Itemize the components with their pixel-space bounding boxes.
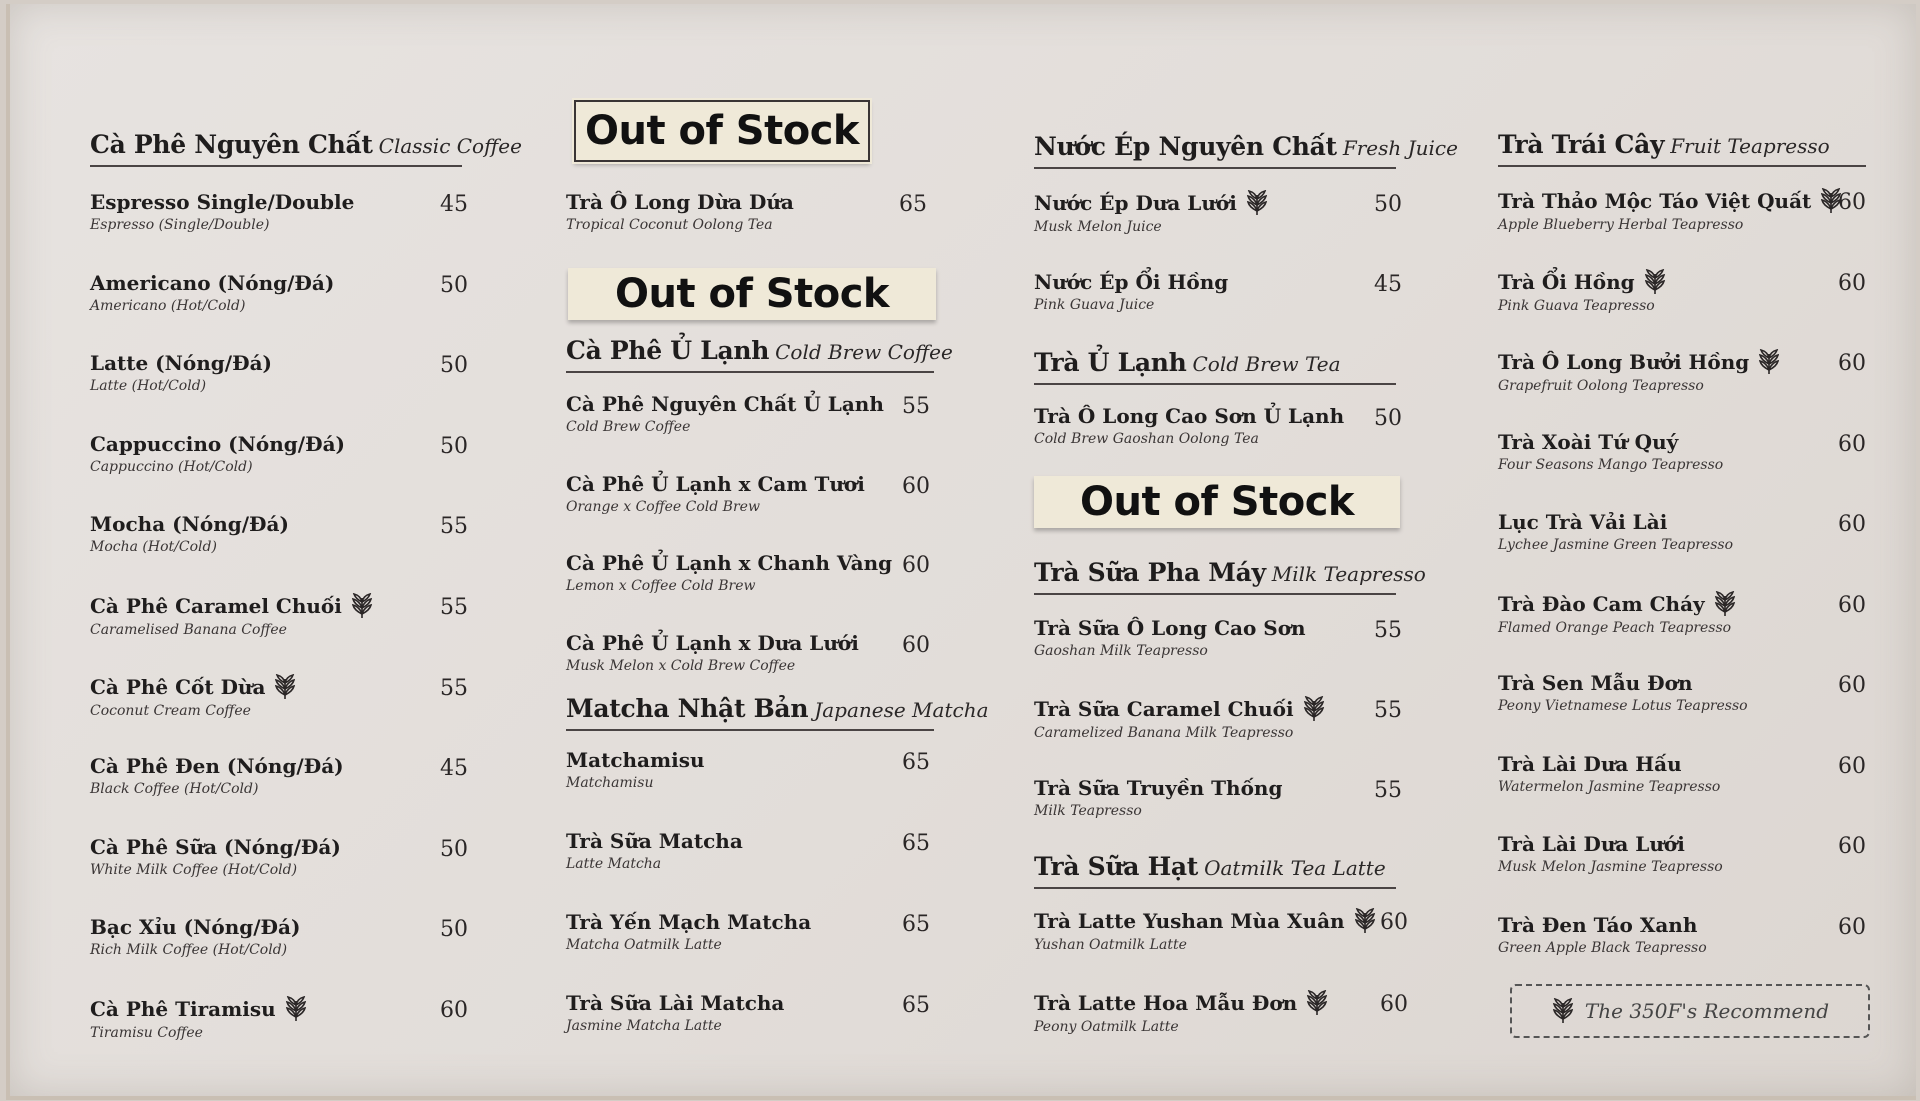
item-name-text: Nước Ép Dưa Lưới — [1034, 191, 1237, 215]
item-price: 60 — [1838, 351, 1866, 376]
item-price: 60 — [1838, 834, 1866, 859]
item-name-text: Mocha (Nóng/Đá) — [90, 512, 289, 537]
item-name — [566, 631, 942, 655]
item-price: 60 — [1838, 592, 1866, 618]
item-subtitle: White Milk Coffee (Hot/Cold) — [90, 861, 298, 878]
item-subtitle: Cappuccino (Hot/Cold) — [90, 458, 253, 475]
section-title-en: Fruit Teapresso — [1670, 134, 1830, 158]
item-name-text: Trà Đào Cam Cháy — [1498, 591, 1705, 616]
menu-item — [1034, 190, 1414, 235]
item-subtitle: Orange x Coffee Cold Brew — [566, 498, 760, 515]
menu-item — [1034, 776, 1414, 819]
item-subtitle: Matchamisu — [566, 775, 654, 791]
item-price: 45 — [440, 192, 468, 217]
leaf-icon — [1353, 908, 1377, 934]
item-name — [1498, 832, 1878, 856]
item-subtitle: Grapefruit Oolong Teapresso — [1498, 378, 1704, 394]
item-name-text: Cà Phê Sữa (Nóng/Đá) — [90, 834, 341, 859]
item-price: 55 — [1374, 778, 1402, 803]
item-price: 60 — [1838, 270, 1866, 296]
item-subtitle: Black Coffee (Hot/Cold) — [90, 781, 259, 798]
item-price: 65 — [902, 993, 930, 1018]
item-subtitle: Cold Brew Gaoshan Oolong Tea — [1034, 431, 1259, 447]
item-name — [566, 190, 936, 214]
item-name — [1498, 510, 1878, 534]
leaf-icon — [1713, 591, 1737, 617]
item-price: 50 — [440, 917, 468, 943]
item-name-text: Trà Đen Táo Xanh — [1498, 912, 1698, 937]
item-name — [90, 835, 480, 859]
item-name — [566, 472, 942, 496]
menu-board — [6, 4, 1916, 1100]
menu-item — [1034, 270, 1414, 313]
item-subtitle: Gaoshan Milk Teapresso — [1034, 643, 1208, 659]
item-price: 60 — [1838, 914, 1866, 940]
item-subtitle: Musk Melon x Cold Brew Coffee — [566, 657, 796, 674]
item-name-text: Trà Ổi Hồng — [1498, 269, 1635, 294]
item-subtitle: Musk Melon Juice — [1034, 219, 1162, 235]
item-name-text: Trà Sữa Ô Long Cao Sơn — [1034, 616, 1306, 640]
item-subtitle: Flamed Orange Peach Teapresso — [1498, 619, 1732, 636]
item-name — [90, 754, 480, 778]
item-name — [90, 593, 480, 619]
item-name-text: Trà Ô Long Dừa Dứa — [566, 190, 794, 214]
item-name-text: Trà Yến Mạch Matcha — [566, 910, 812, 934]
menu-item — [1034, 990, 1420, 1035]
item-subtitle: Peony Vietnamese Lotus Teapresso — [1498, 698, 1748, 714]
item-name — [1034, 616, 1414, 640]
section-title-vi: Cà Phê Ủ Lạnh — [566, 336, 770, 365]
item-name — [566, 551, 942, 575]
item-name — [566, 748, 942, 772]
item-price: 45 — [440, 756, 468, 782]
section-title-en: Oatmilk Tea Latte — [1204, 856, 1386, 880]
item-name — [1034, 190, 1414, 216]
section-title-en: Cold Brew Tea — [1192, 352, 1341, 376]
out-of-stock-banner-1: Out of Stock — [574, 100, 870, 162]
item-name-text: Americano (Nóng/Đá) — [90, 270, 335, 295]
menu-item — [90, 835, 480, 878]
section-header-cold-brew-tea — [1034, 348, 1396, 385]
item-price: 60 — [1838, 190, 1866, 215]
menu-item — [1034, 908, 1420, 953]
item-price: 45 — [1374, 272, 1402, 297]
item-name — [1498, 188, 1878, 214]
item-name-text: Trà Latte Yushan Mùa Xuân — [1034, 909, 1345, 933]
section-title-en: Japanese Matcha — [814, 698, 989, 722]
item-name-text: Trà Thảo Mộc Táo Việt Quất — [1498, 189, 1812, 213]
item-name-text: Cà Phê Ủ Lạnh x Dưa Lưới — [566, 630, 859, 655]
item-name — [90, 190, 480, 214]
menu-item — [1034, 696, 1414, 741]
menu-item — [1498, 752, 1878, 795]
section-header-milk-teapresso — [1034, 558, 1426, 595]
section-header-fresh-juice — [1034, 132, 1458, 169]
item-price: 55 — [1374, 698, 1402, 723]
item-subtitle: Matcha Oatmilk Latte — [566, 937, 722, 953]
section-title-vi: Nước Ép Nguyên Chất — [1034, 132, 1337, 161]
item-name — [566, 991, 942, 1015]
item-name — [90, 915, 480, 939]
item-name-text: Espresso Single/Double — [90, 190, 355, 214]
menu-item — [90, 915, 480, 958]
section-title-vi: Matcha Nhật Bản — [566, 694, 809, 723]
section-header-fruit-teapresso — [1498, 130, 1866, 167]
item-name-text: Trà Ô Long Bưởi Hồng — [1498, 350, 1750, 374]
leaf-icon — [284, 996, 308, 1022]
item-price: 65 — [902, 831, 930, 856]
item-name-text: Trà Xoài Tứ Quý — [1498, 429, 1679, 454]
menu-item — [1498, 832, 1878, 875]
menu-item — [566, 472, 942, 515]
menu-item — [1498, 913, 1878, 956]
item-price: 65 — [902, 912, 930, 937]
menu-item — [90, 512, 480, 555]
item-subtitle: Espresso (Single/Double) — [90, 217, 270, 233]
item-price: 50 — [440, 836, 468, 862]
item-subtitle: Green Apple Black Teapresso — [1498, 939, 1707, 956]
item-subtitle: Four Seasons Mango Teapresso — [1498, 456, 1724, 473]
item-price: 55 — [440, 514, 468, 540]
item-subtitle: Apple Blueberry Herbal Teapresso — [1498, 217, 1744, 233]
item-name — [1498, 430, 1878, 454]
leaf-icon — [1643, 269, 1667, 295]
item-subtitle: Pink Guava Juice — [1034, 297, 1155, 313]
item-name-text: Cà Phê Nguyên Chất Ủ Lạnh — [566, 392, 884, 416]
item-name-text: Trà Sữa Caramel Chuối — [1034, 697, 1294, 721]
item-subtitle: Pink Guava Teapresso — [1498, 297, 1655, 314]
item-price: 50 — [440, 433, 468, 459]
item-name — [1034, 404, 1414, 428]
item-name-text: Trà Sữa Matcha — [566, 829, 743, 853]
section-title-en: Classic Coffee — [378, 134, 522, 158]
item-price: 55 — [902, 394, 930, 419]
leaf-icon — [1305, 990, 1329, 1016]
item-price: 50 — [440, 353, 468, 379]
item-subtitle: Caramelized Banana Milk Teapresso — [1034, 725, 1294, 741]
item-name — [1498, 913, 1878, 937]
item-price: 60 — [1380, 992, 1408, 1017]
item-name — [1034, 270, 1414, 294]
section-title-vi: Trà Sữa Hạt — [1034, 852, 1199, 881]
item-subtitle: Latte Matcha — [566, 856, 662, 872]
menu-item — [90, 996, 480, 1041]
section-title-en: Fresh Juice — [1342, 136, 1458, 160]
item-price: 50 — [1374, 406, 1402, 431]
item-name-text: Nước Ép Ổi Hồng — [1034, 270, 1229, 294]
item-price: 50 — [1374, 192, 1402, 217]
menu-item — [90, 593, 480, 638]
menu-item — [566, 551, 942, 594]
item-price: 65 — [899, 192, 927, 217]
item-price: 55 — [1374, 618, 1402, 643]
item-subtitle: Tropical Coconut Oolong Tea — [566, 217, 773, 233]
menu-item — [566, 910, 942, 953]
item-name — [1034, 776, 1414, 800]
item-subtitle: Coconut Cream Coffee — [90, 702, 251, 719]
section-title-vi: Cà Phê Nguyên Chất — [90, 130, 373, 159]
item-name — [1034, 908, 1420, 934]
menu-item — [566, 748, 942, 791]
menu-item — [566, 392, 942, 435]
item-subtitle: Yushan Oatmilk Latte — [1034, 937, 1187, 953]
item-name-text: Cà Phê Caramel Chuối — [90, 594, 342, 618]
leaf-icon — [350, 593, 374, 619]
item-name-text: Cà Phê Cốt Dừa — [90, 674, 266, 699]
item-subtitle: Milk Teapresso — [1034, 803, 1142, 819]
item-name — [90, 432, 480, 456]
item-name-text: Matchamisu — [566, 748, 705, 772]
item-subtitle: Americano (Hot/Cold) — [90, 297, 246, 314]
item-name-text: Bạc Xỉu (Nóng/Đá) — [90, 915, 301, 940]
item-price: 60 — [902, 632, 930, 658]
item-name-text: Cà Phê Ủ Lạnh x Cam Tươi — [566, 471, 865, 496]
menu-item — [90, 271, 480, 314]
menu-item — [1034, 404, 1414, 447]
item-name-text: Latte (Nóng/Đá) — [90, 351, 273, 376]
menu-item — [90, 432, 480, 475]
item-name-text: Cà Phê Đen (Nóng/Đá) — [90, 754, 344, 779]
out-of-stock-banner-2: Out of Stock — [568, 268, 936, 320]
menu-item — [1498, 671, 1878, 714]
item-name-text: Trà Sữa Lài Matcha — [566, 991, 785, 1015]
out-of-stock-banner-3: Out of Stock — [1034, 476, 1400, 528]
menu-item — [1498, 591, 1878, 636]
menu-item — [1498, 269, 1878, 314]
section-title-vi: Trà Sữa Pha Máy — [1034, 558, 1266, 587]
item-name-text: Trà Lài Dưa Lưới — [1498, 832, 1685, 856]
item-name — [90, 512, 480, 536]
item-price: 60 — [1838, 431, 1866, 457]
menu-item — [90, 190, 480, 233]
item-name — [566, 392, 942, 416]
item-name-text: Trà Sữa Truyền Thống — [1034, 776, 1283, 800]
item-name — [1498, 671, 1878, 695]
item-subtitle: Lemon x Coffee Cold Brew — [566, 578, 756, 594]
section-header-japanese-matcha — [566, 694, 989, 731]
item-price: 60 — [1838, 753, 1866, 779]
item-subtitle: Tiramisu Coffee — [90, 1025, 203, 1041]
item-name — [1498, 591, 1878, 617]
menu-item — [566, 631, 942, 674]
item-name-text: Trà Sen Mẫu Đơn — [1498, 671, 1693, 695]
item-name — [1498, 752, 1878, 776]
section-title-en: Cold Brew Coffee — [775, 340, 953, 364]
item-name-text: Trà Lài Dưa Hấu — [1498, 751, 1682, 776]
section-title-vi: Trà Ủ Lạnh — [1034, 348, 1187, 377]
menu-item — [1498, 430, 1878, 473]
section-title-en: Milk Teapresso — [1271, 562, 1426, 586]
item-subtitle: Cold Brew Coffee — [566, 419, 691, 435]
menu-item — [90, 754, 480, 797]
item-name — [90, 271, 480, 295]
section-title-vi: Trà Trái Cây — [1498, 130, 1665, 159]
menu-item — [90, 674, 480, 719]
menu-item — [1498, 188, 1878, 233]
menu-item — [1498, 510, 1878, 553]
recommend-legend — [1510, 984, 1870, 1038]
item-name-text: Cà Phê Tiramisu — [90, 997, 276, 1021]
item-name-text: Trà Ô Long Cao Sơn Ủ Lạnh — [1034, 404, 1345, 428]
item-name — [1498, 349, 1878, 375]
item-price: 60 — [1380, 910, 1408, 935]
item-subtitle: Rich Milk Coffee (Hot/Cold) — [90, 942, 288, 959]
item-price: 60 — [440, 998, 468, 1023]
item-name-text: Lục Trà Vải Lài — [1498, 510, 1668, 534]
section-header-oatmilk-tea-latte — [1034, 852, 1396, 889]
item-name — [90, 996, 480, 1022]
item-name-text: Trà Latte Hoa Mẫu Đơn — [1034, 991, 1298, 1015]
item-name-text: Cappuccino (Nóng/Đá) — [90, 431, 345, 456]
leaf-icon — [273, 674, 297, 700]
item-name — [1034, 696, 1414, 722]
item-price: 60 — [902, 553, 930, 578]
item-name-text: Cà Phê Ủ Lạnh x Chanh Vàng — [566, 551, 893, 575]
item-subtitle: Watermelon Jasmine Teapresso — [1498, 778, 1721, 795]
recommend-label: The 350F's Recommend — [1584, 999, 1830, 1023]
item-subtitle: Mocha (Hot/Cold) — [90, 539, 217, 556]
item-subtitle: Jasmine Matcha Latte — [566, 1018, 722, 1034]
section-header-classic-coffee — [90, 130, 522, 167]
item-price: 50 — [440, 272, 468, 298]
item-subtitle: Latte (Hot/Cold) — [90, 378, 207, 395]
item-price: 55 — [440, 675, 468, 701]
item-name — [1034, 990, 1420, 1016]
item-subtitle: Musk Melon Jasmine Teapresso — [1498, 859, 1723, 875]
item-price: 60 — [902, 473, 930, 499]
section-header-cold-brew-coffee — [566, 336, 953, 373]
item-subtitle: Lychee Jasmine Green Teapresso — [1498, 537, 1734, 553]
item-price: 60 — [1838, 673, 1866, 698]
item-name — [1498, 269, 1878, 295]
item-price: 65 — [902, 750, 930, 775]
item-subtitle: Peony Oatmilk Latte — [1034, 1019, 1179, 1035]
leaf-icon — [1551, 998, 1575, 1024]
menu-item — [566, 991, 942, 1034]
menu-item — [1498, 349, 1878, 394]
menu-item — [566, 190, 936, 233]
leaf-icon — [1245, 190, 1269, 216]
item-name — [566, 910, 942, 934]
item-subtitle: Caramelised Banana Coffee — [90, 622, 287, 638]
menu-item — [1034, 616, 1414, 659]
item-name — [90, 674, 480, 700]
item-price: 60 — [1838, 512, 1866, 537]
leaf-icon — [1757, 349, 1781, 375]
item-name — [90, 351, 480, 375]
item-price: 55 — [440, 595, 468, 620]
menu-item — [566, 829, 942, 872]
item-name — [566, 829, 942, 853]
leaf-icon — [1302, 696, 1326, 722]
menu-item — [90, 351, 480, 394]
